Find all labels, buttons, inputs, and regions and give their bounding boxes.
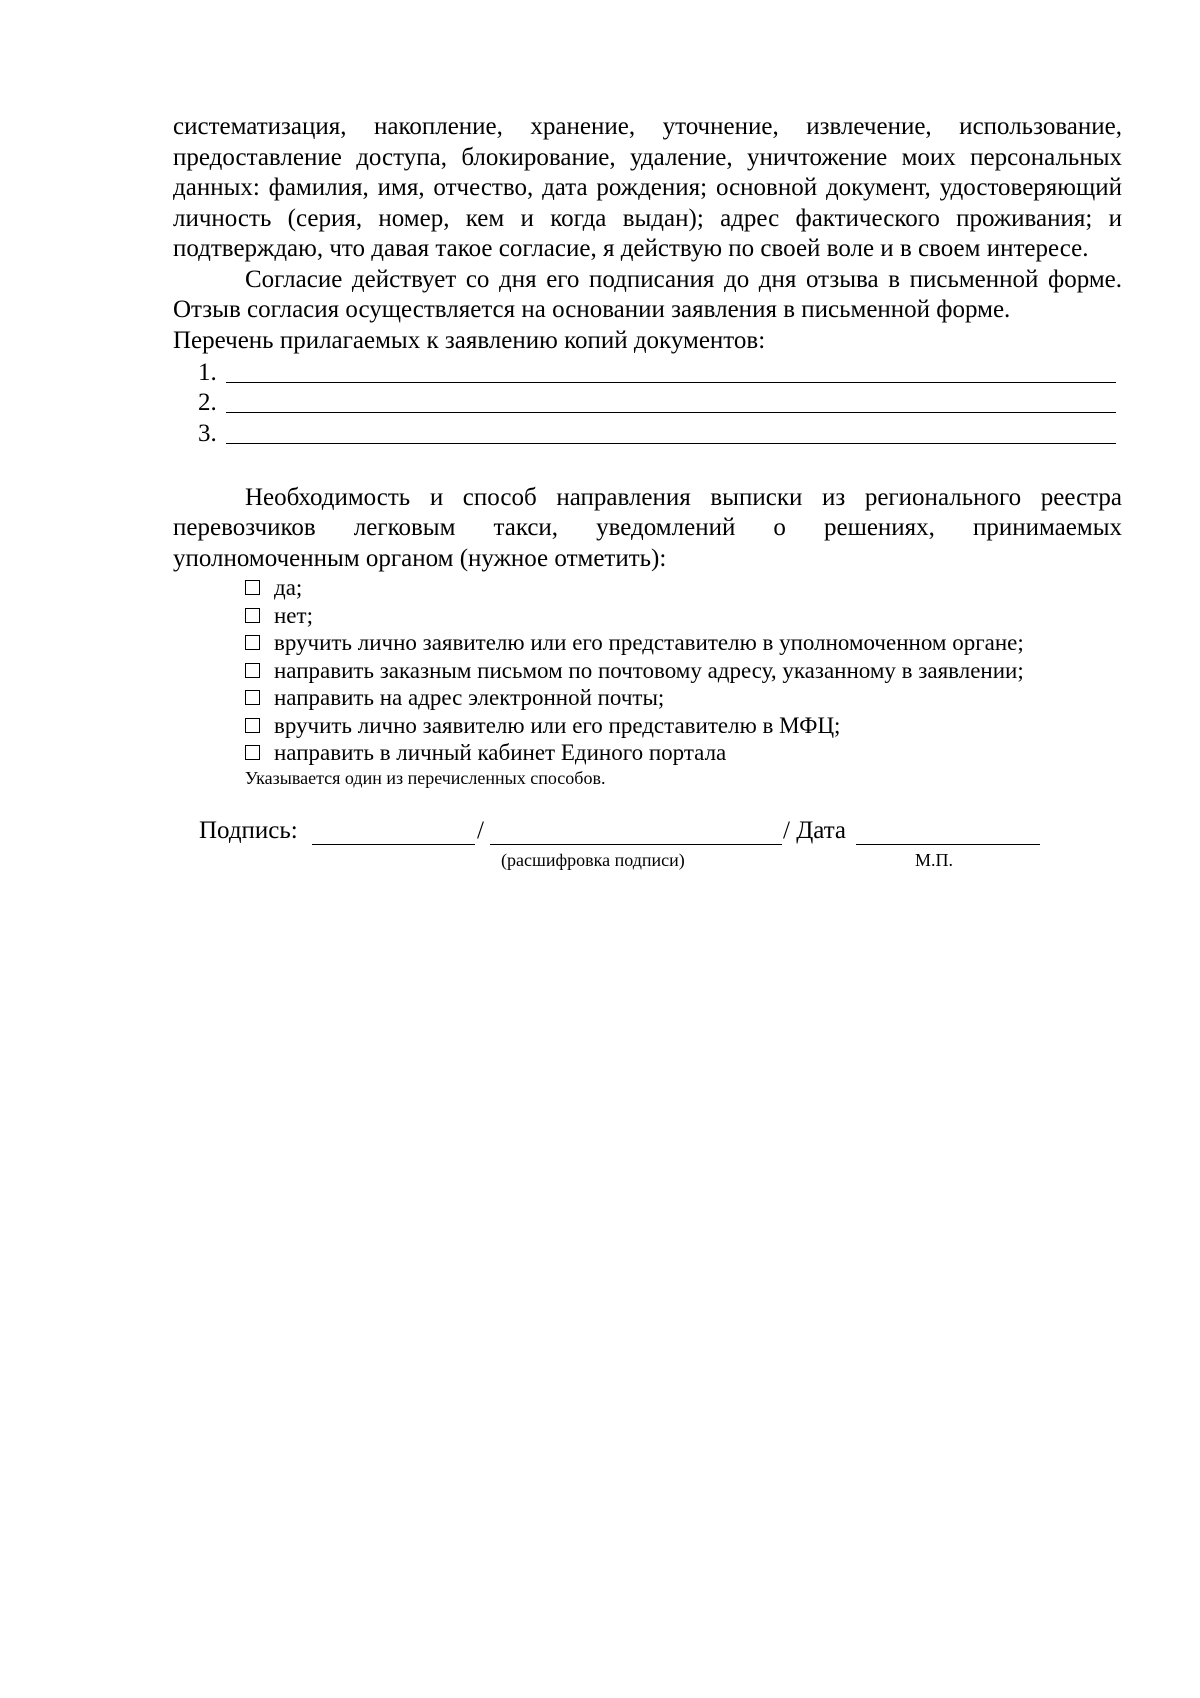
selection-note: Указывается один из перечисленных способов. [245,767,606,788]
signature-block [173,817,1122,877]
document-number: 1. [198,358,217,386]
checkbox[interactable] [245,580,260,595]
document-number: 3. [198,419,217,447]
option-label: да; [274,575,303,600]
option-row [245,602,1122,630]
option-label: вручить лично заявителю или его представителю в МФЦ; [274,712,841,738]
document-row [173,356,1122,387]
document-entry-line[interactable] [226,411,1116,413]
document-page [173,112,1122,877]
option-row [245,574,1122,602]
checkbox[interactable] [245,690,260,705]
option-label: вручить лично заявителю или его представителю в уполномоченном органе; [274,630,1024,655]
option-row [245,629,1122,657]
signature-slash: / [477,816,484,844]
delivery-options [173,574,1122,767]
signature-line[interactable] [312,844,475,845]
decoding-caption: (расшифровка подписи) [501,849,685,870]
option-row [245,739,1122,767]
seal-caption: М.П. [915,849,954,870]
checkbox[interactable] [245,608,260,623]
option-label: нет; [274,602,313,628]
option-row [245,684,1122,712]
signature-decoding-line[interactable] [490,844,782,845]
option-label: направить в личный кабинет Единого портала [274,740,727,765]
checkbox[interactable] [245,745,260,760]
checkbox[interactable] [245,663,260,678]
checkbox[interactable] [245,718,260,733]
option-label: направить заказным письмом по почтовому адресу, указанному в заявлении; [274,657,1024,683]
validity-paragraph: Согласие действует со дня его подписания до дня отзыва в письменной форме. Отзыв согласия осуществляется на основании заявления в письменной форме. [173,265,1122,323]
signature-label: Подпись: [199,816,298,844]
delivery-paragraph: Необходимость и способ направления выписки из регионального реестра перевозчиков легковым такси, уведомлений о решениях, принимаемых уполномоченным органом (нужное отметить): [173,483,1122,572]
spacer [173,448,1122,483]
option-label: направить на адрес электронной почты; [274,685,665,710]
documents-list [173,356,1122,448]
document-row [173,387,1122,418]
date-label: / Дата [783,816,847,844]
consent-paragraph: систематизация, накопление, хранение, уточнение, извлечение, использование, предоставление доступа, блокирование, удаление, уничтожение моих персональных данных: фамилия, имя, отчество, дата рождения; основной документ, удостоверяющий личность (серия, номер, кем и когда выдан); адрес фактического проживания; и подтверждаю, что давая такое согласие, я действую по своей воле и в своем интересе. [173,113,1122,262]
documents-heading: Перечень прилагаемых к заявлению копий документов: [173,326,766,354]
document-row [173,417,1122,448]
document-entry-line[interactable] [226,381,1116,383]
checkbox[interactable] [245,635,260,650]
date-line[interactable] [856,844,1040,845]
option-row [245,657,1122,685]
option-row [245,712,1122,740]
document-number: 2. [198,389,217,416]
document-entry-line[interactable] [226,442,1116,444]
